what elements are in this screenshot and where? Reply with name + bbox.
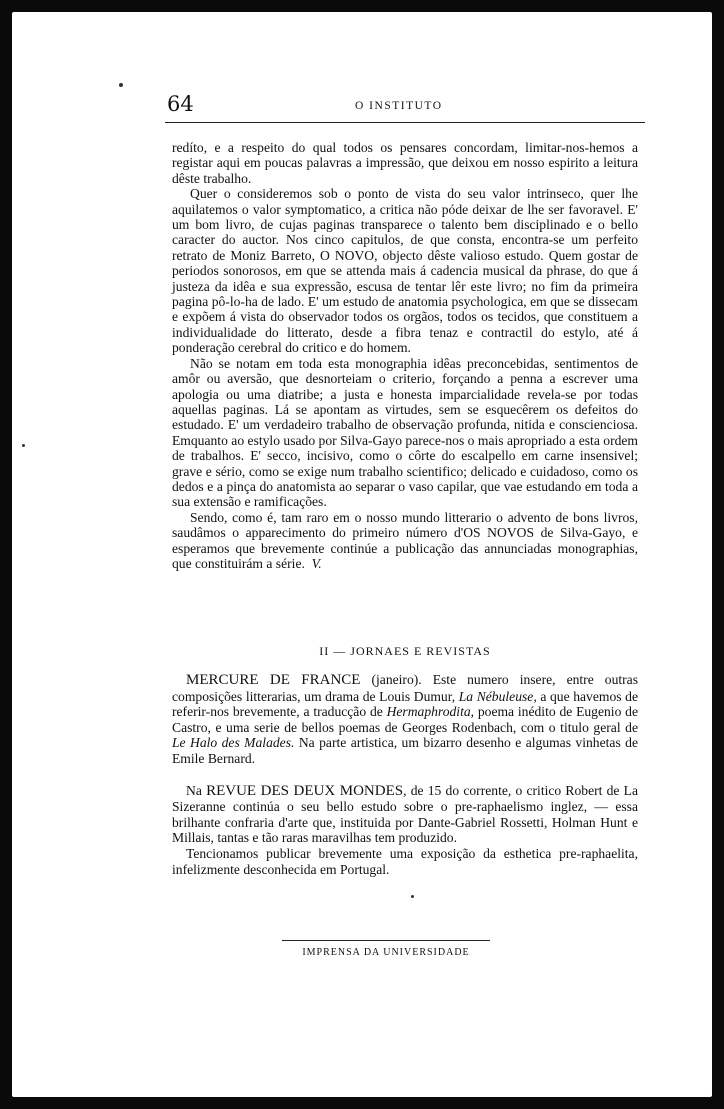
mercure-paragraph	[172, 672, 638, 767]
page-header	[165, 92, 645, 123]
review-article	[172, 140, 638, 571]
print-speck	[411, 895, 414, 898]
mercure-text: (janeiro). Este numero insere, entre outras composições litterarias, um drama de Louis Dumur,	[172, 672, 638, 704]
review-closing-text: Sendo, como é, tam raro em o nosso mundo litterario o advento de bons livros, saudâmos o apparecimento do primeiro número d'OS NOVOS de Silva-Gayo, e esperamos que brevemente continúe a publicação das annunciadas monographias, que constituirám a série.	[172, 509, 638, 571]
imprint: IMPRENSA DA UNIVERSIDADE	[302, 947, 470, 958]
revue-title: REVUE DES DEUX MONDES	[206, 782, 404, 799]
review-paragraph	[172, 510, 638, 572]
page-sheet	[12, 12, 712, 1097]
work-title: Hermaphrodita,	[386, 704, 475, 720]
running-title: O INSTITUTO	[355, 100, 443, 112]
print-speck	[119, 83, 123, 87]
page-number: 64	[167, 92, 194, 116]
revue-paragraph	[172, 783, 638, 846]
mercure-text: poema inédito de Eugenio de Castro, e uma serie de bellos poemas de Georges Rodenbach, com o titulo geral de	[172, 704, 638, 735]
mercure-title: MERCURE DE FRANCE	[186, 672, 361, 688]
closing-paragraph: Tencionamos publicar brevemente uma exposição da esthetica pre-raphaelita, infelizmente desconhecida em Portugal.	[172, 845, 638, 877]
review-signature: V.	[311, 555, 322, 571]
footer-rule	[282, 940, 490, 941]
review-paragraph: Quer o consideremos sob o ponto de vista do seu valor intrinseco, quer lhe aquilatemos o valor symptomatico, a critica não póde deixar de lhe ser favoravel. E' um bom livro, de cujas paginas transparece o talento bem disciplinado e o bello caracter do auctor. Nos cinco capitulos, de que consta, encontra-se um perfeito retrato de Moniz Barreto, O NOVO, objecto dêste valioso estudo. Quem gostar de periodos sonorosos, em que se attenda mais á cadencia musical da phrase, do que á justeza da idêa e sua expressão, escusa de tentar lêr este livro; no fim da primeira pagina pô-lo-ha de lado. E' um estudo de anatomia psychologica, em que se dissecam e expõem á vista do observador todos os orgãos, todos os tecidos, que constituem a individualidade do litterato, desde a fibra tenaz e contractil do estylo, até á ponderação cerebral do critico e do homem.	[172, 186, 638, 356]
print-speck	[22, 444, 25, 447]
news-section	[172, 672, 638, 893]
review-paragraph: redíto, e a respeito do qual todos os pensares concordam, limitar-nos-hemos a registar aqui em poucas palavras a impressão, que deixou em nosso espirito a leitura dêste trabalho.	[172, 140, 638, 186]
mercure-text: a que havemos de referir-nos brevemente, a traducção de	[172, 688, 638, 720]
revue-text: , de 15 do corrente, o critico Robert de La Sizeranne continúa o seu bello estudo sobre o pre-raphaelismo inglez, — essa brilhante confraria d'arte que, instituida por Dante-Gabriel Rossetti, Holman Hunt e Millais, tantas e tão raras maravilhas tem produzido.	[172, 782, 639, 846]
section-heading: II — JORNAES E REVISTAS	[319, 644, 491, 658]
work-title: La Nébuleuse,	[458, 688, 537, 704]
revue-text: Na	[186, 782, 207, 798]
review-paragraph: Não se notam em toda esta monographia idêas preconcebidas, sentimentos de amôr ou aversão, que desnorteiam o criterio, forçando a penna a escrever uma apologia ou uma diatribe; a justa e honesta imparcialidade revela-se por todas aquellas paginas. Lá se apontam as virtudes, sem se esquecêrem os defeitos do estudado. E' um verdadeiro trabalho de observação profunda, nitida e conscienciosa. Emquanto ao estylo usado por Silva-Gayo parece-nos o mais apropriado a esta ordem de trabalhos. E' secco, incisivo, como o côrte do escalpello em carne insensivel; grave e sério, como se exige num trabalho scientifico; delicado e cuidadoso, como os dedos e a pinça do anatomista ao separar o vaso capilar, que vae estudando em toda a sua extensão e ramificações.	[172, 355, 638, 510]
mercure-text: Na parte artistica, um bizarro desenho e algumas vinhetas de Emile Bernard.	[172, 735, 638, 766]
work-title: Le Halo des Malades.	[172, 735, 295, 751]
